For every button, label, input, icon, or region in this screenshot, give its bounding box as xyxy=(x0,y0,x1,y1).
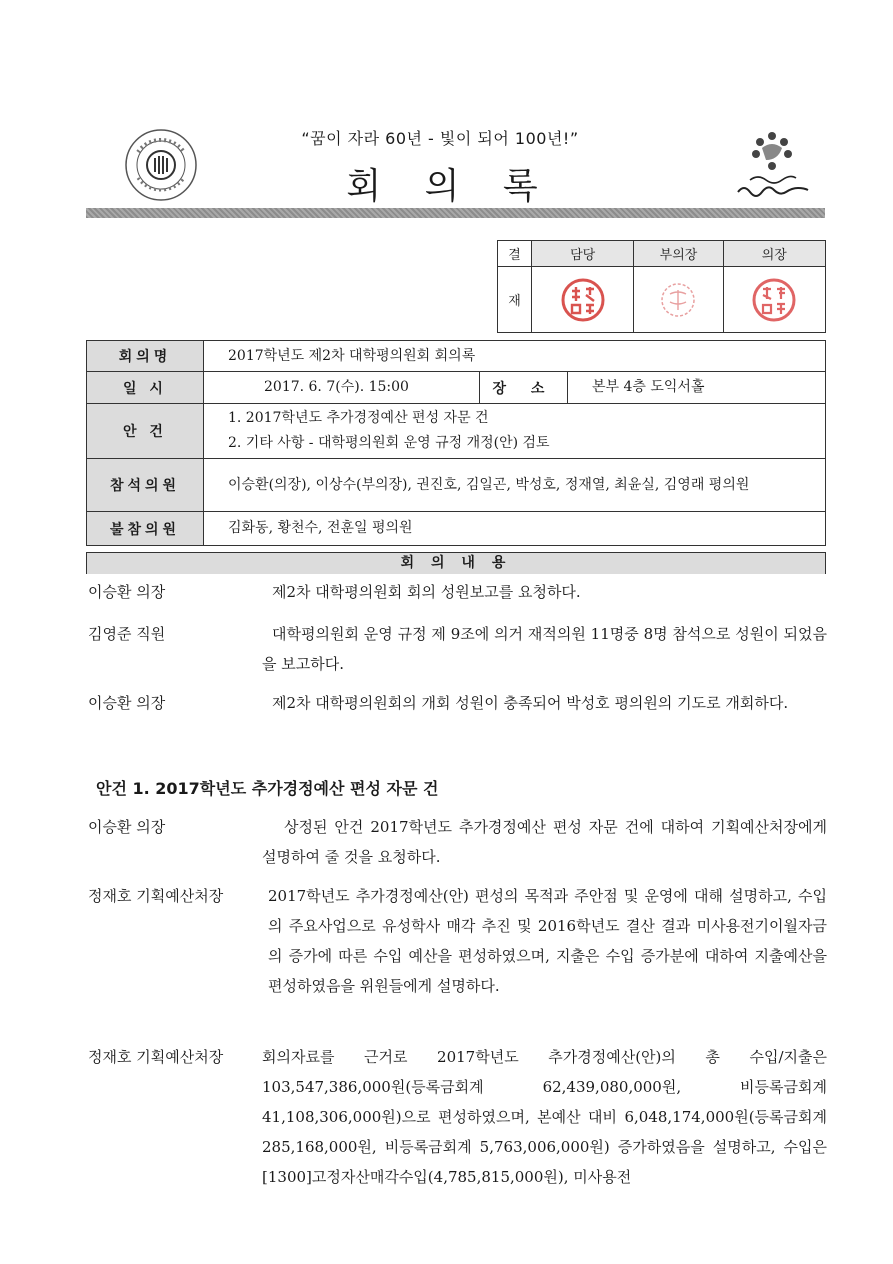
attendees-label: 참석의원 xyxy=(87,459,204,512)
staff-seal-stamp xyxy=(560,277,606,323)
speech-text: 회의자료를 근거로 2017학년도 추가경정예산(안)의 총 수입/지출은 103,547,386,000원(등록금회계 62,439,080,000원, 비등록금회계 41,108,306,000원)으로 편성하였으며, 본예산 대비 6,048,174,000원(등록금회계 285,168,000원, 비등록금회계 5,763,006,000원) 증가하였음을 설명하고, 수입은 [1300]고정자산매각수입(4,785,815,000원), 미사용전 xyxy=(262,1048,827,1186)
meeting-place-label: 장 소 xyxy=(480,372,568,404)
approval-col-vice-chair: 부의장 xyxy=(634,241,723,267)
agenda-item: 1. 2017학년도 추가경정예산 편성 자문 건 xyxy=(228,410,489,426)
speaker-name: 김영준 직원 xyxy=(88,625,166,643)
approval-col-staff: 담당 xyxy=(532,241,634,267)
approval-box xyxy=(497,240,826,333)
agenda-1-heading: 안건 1. 2017학년도 추가경정예산 편성 자문 건 xyxy=(96,779,439,798)
agenda-items xyxy=(204,404,826,459)
minutes-content-heading: 회 의 내 용 xyxy=(86,552,826,574)
attendees-value: 이승환(의장), 이상수(부의장), 권진호, 김일곤, 박성호, 정재열, 최윤실, 김영래 평의원 xyxy=(204,459,826,512)
meeting-date-value: 2017. 6. 7(수). 15:00 xyxy=(204,372,480,404)
slogan: “꿈이 자라 60년 - 빛이 되어 100년!” xyxy=(301,129,579,148)
absentees-value: 김화동, 황천수, 전훈일 평의원 xyxy=(204,512,826,546)
speaker-name: 이승환 의장 xyxy=(88,583,166,601)
page-title: 회 의 록 xyxy=(346,166,554,207)
university-logo xyxy=(124,128,198,202)
meeting-name-value: 2017학년도 제2차 대학평의원회 회의록 xyxy=(204,341,826,372)
vice-chair-seal-stamp xyxy=(658,280,698,320)
speech-text: 대학평의원회 운영 규정 제 9조에 의거 재적의원 11명중 8명 참석으로 성원이 되었음을 보고하다. xyxy=(262,625,827,673)
agenda-item: 2. 기타 사항 - 대학평의원회 운영 규정 개정(안) 검토 xyxy=(228,435,550,451)
staff-seal-cell xyxy=(532,267,634,333)
approval-col-chair: 의장 xyxy=(723,241,825,267)
education-community-logo xyxy=(720,126,824,212)
meeting-date-label: 일 시 xyxy=(87,372,204,404)
speaker-name: 정재호 기획예산처장 xyxy=(88,887,224,905)
meeting-name-label: 회의명 xyxy=(87,341,204,372)
speaker-name: 이승환 의장 xyxy=(88,818,166,836)
speech-text: 제2차 대학평의원회 회의 성원보고를 요청하다. xyxy=(272,583,581,601)
speech-text: 2017학년도 추가경정예산(안) 편성의 목적과 주안점 및 운영에 대해 설명하고, 수입의 주요사업으로 유성학사 매각 추진 및 2016학년도 결산 결과 미사용전기이월자금의 증가에 따른 수입 예산을 편성하였으며, 지출은 수입 증가분에 대하여 지출예산을 편성하였음을 위원들에게 설명하다. xyxy=(268,887,827,995)
agenda-label: 안 건 xyxy=(87,404,204,459)
speaker-name: 정재호 기획예산처장 xyxy=(88,1048,224,1066)
speaker-name: 이승환 의장 xyxy=(88,694,166,712)
meeting-info-table xyxy=(86,340,826,546)
approval-label-bottom: 재 xyxy=(498,267,532,333)
chair-seal-cell xyxy=(723,267,825,333)
chair-seal-stamp xyxy=(751,277,797,323)
absentees-label: 불참의원 xyxy=(87,512,204,546)
speech-text: 상정된 안건 2017학년도 추가경정예산 편성 자문 건에 대하여 기획예산처장에게 설명하여 줄 것을 요청하다. xyxy=(262,818,827,866)
vice-chair-seal-cell xyxy=(634,267,723,333)
approval-label-top: 결 xyxy=(498,241,532,267)
meeting-place-value: 본부 4층 도익서홀 xyxy=(568,372,826,404)
speech-text: 제2차 대학평의원회의 개회 성원이 충족되어 박성호 평의원의 기도로 개회하다. xyxy=(272,694,789,712)
title-divider-bar xyxy=(86,208,825,218)
